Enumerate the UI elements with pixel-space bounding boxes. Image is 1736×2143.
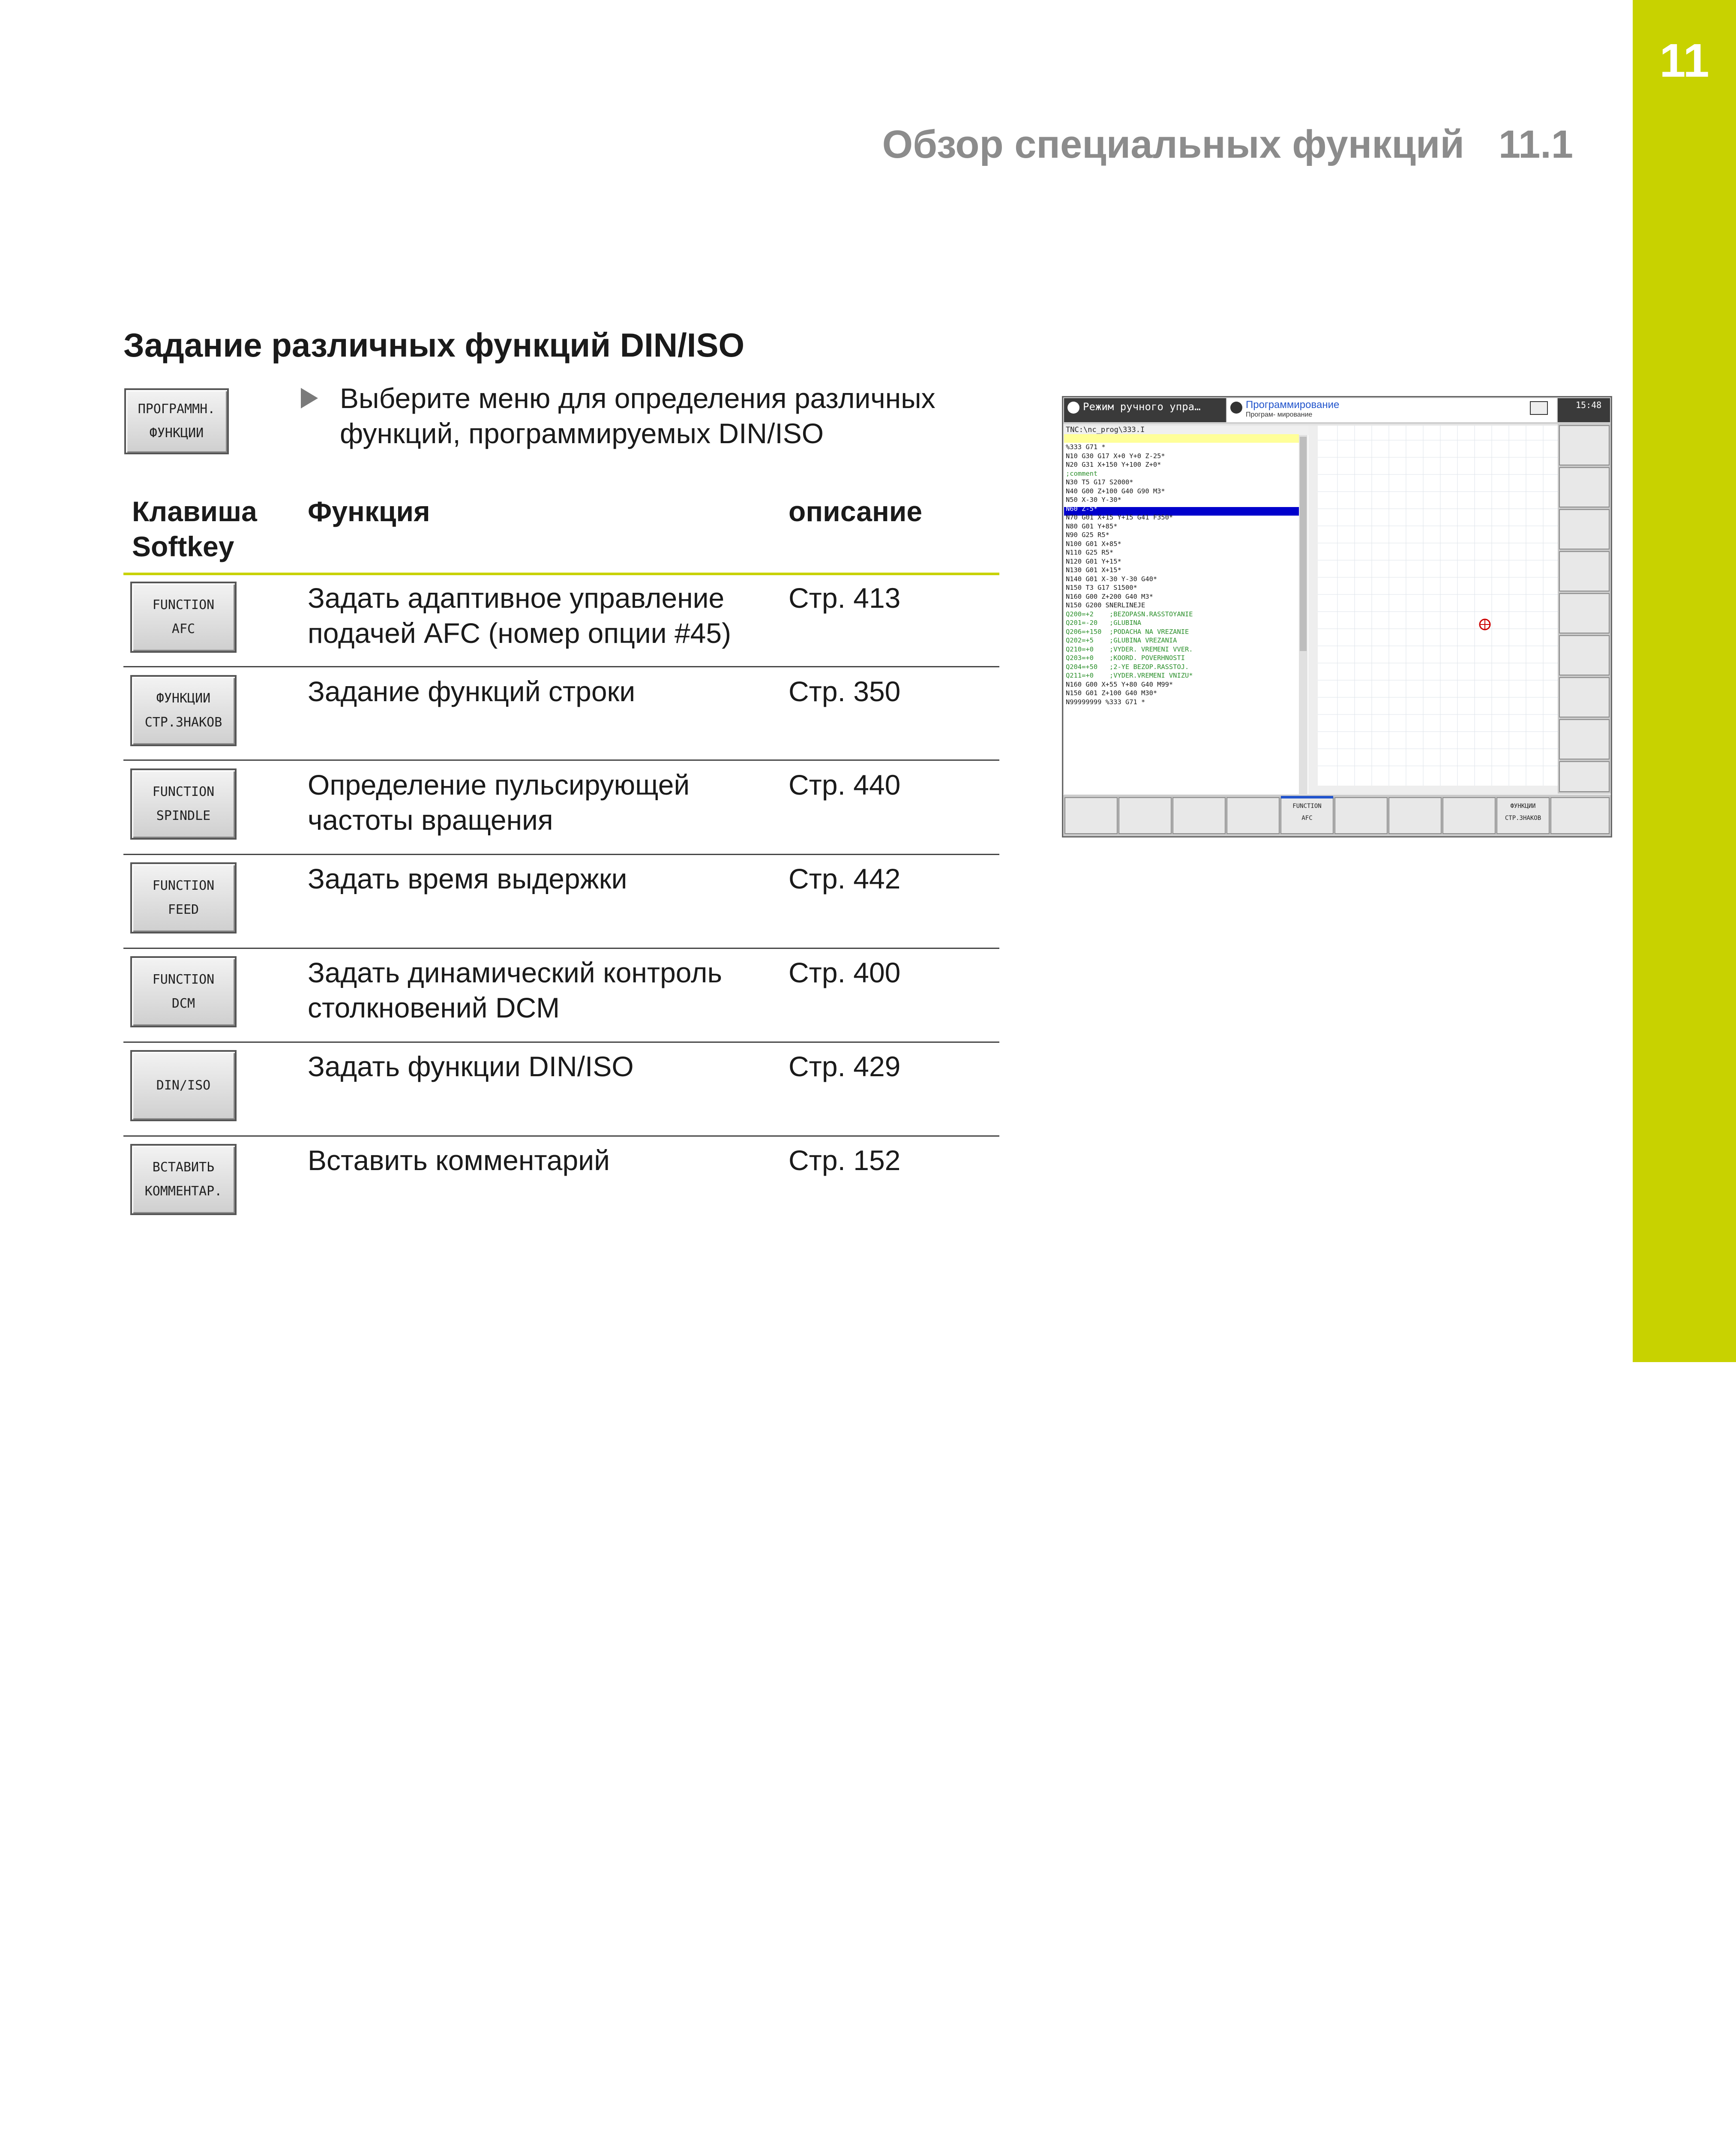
row-function: Задать функции DIN/ISO <box>308 1050 634 1082</box>
softkey-label-line2: СТР.ЗНАКОВ <box>1505 815 1541 822</box>
mode-programming-sublabel: Програм- мирование <box>1246 411 1313 418</box>
program-line[interactable]: %333 G71 * <box>1066 443 1106 451</box>
column-header-function: Функция <box>308 495 430 527</box>
mode-programming-label: Программирование <box>1246 399 1340 411</box>
row-page-link[interactable]: Стр. 152 <box>789 1144 901 1176</box>
running-header <box>882 122 1573 167</box>
softkey-function-spindle[interactable] <box>130 768 237 840</box>
row-function: Задать адаптивное управление подачей AFC (номер опции #45) <box>308 582 732 649</box>
softkey-function-dcm[interactable] <box>130 956 237 1027</box>
program-line[interactable]: N150 T3 G17 S1500* <box>1066 584 1137 591</box>
softkey-insert-comment[interactable] <box>130 1144 237 1215</box>
softkey-label-line2: СТР.ЗНАКОВ <box>144 715 222 730</box>
program-line[interactable]: N100 G01 X+85* <box>1066 540 1121 548</box>
softkey-label-line2: SPINDLE <box>156 808 211 823</box>
program-line[interactable]: N160 G00 X+55 Y+80 G40 M99* <box>1066 680 1173 688</box>
softkey-label-line2: ФУНКЦИИ <box>149 426 204 441</box>
softkey-label-line1: FUNCTION <box>152 878 215 893</box>
softkey-din-iso[interactable] <box>130 1050 237 1121</box>
program-line[interactable]: N140 G01 X-30 Y-30 G40* <box>1066 575 1157 583</box>
program-line[interactable]: N60 Z-5* <box>1066 504 1098 513</box>
program-line[interactable]: N10 G30 G17 X+0 Y+0 Z-25* <box>1066 452 1165 460</box>
row-rule <box>123 666 999 667</box>
column-header-description: описание <box>789 495 923 527</box>
chapter-tab <box>1633 0 1736 1362</box>
intro-instruction: Выберите меню для определения различных функций, программируемых DIN/ISO <box>340 382 935 449</box>
softkey-label-line1: FUNCTION <box>152 784 215 799</box>
softkey-label-line2: AFC <box>1301 815 1313 822</box>
program-line[interactable]: N70 G01 X+15 Y+15 G41 F350* <box>1066 513 1173 521</box>
chapter-number: 11 <box>1659 34 1709 87</box>
softkey-function-afc[interactable] <box>130 582 237 653</box>
program-line[interactable]: N160 G00 Z+200 G40 M3* <box>1066 592 1153 600</box>
clock: 15:48 <box>1576 400 1602 410</box>
row-function: Задание функций строки <box>308 675 636 707</box>
program-line[interactable]: ;comment <box>1066 469 1098 477</box>
header-section-number: 11.1 <box>1499 123 1573 166</box>
row-rule <box>123 1135 999 1137</box>
program-line[interactable]: N20 G31 X+150 Y+100 Z+0* <box>1066 461 1161 468</box>
row-page-link[interactable]: Стр. 400 <box>789 957 901 988</box>
softkey-label-line1: ФУНКЦИИ <box>156 691 211 706</box>
row-page-link[interactable]: Стр. 442 <box>789 863 901 894</box>
table-header-rule <box>123 573 999 575</box>
row-function: Определение пульсирующей частоты вращения <box>308 769 690 836</box>
softkey-label-line2: КОММЕНТАР. <box>144 1184 222 1199</box>
program-line[interactable]: N99999999 %333 G71 * <box>1066 698 1145 706</box>
softkey-label-line2: AFC <box>171 621 195 636</box>
program-line[interactable]: Q200=+2 ;BEZOPASN.RASSTOYANIE <box>1066 610 1193 618</box>
softkey-function-feed[interactable] <box>130 862 237 933</box>
column-header-softkey: Клавиша Softkey <box>132 495 257 562</box>
softkey-label-line1: DIN/ISO <box>156 1078 211 1093</box>
row-function: Задать время выдержки <box>308 863 627 894</box>
program-line[interactable]: N90 G25 R5* <box>1066 531 1109 539</box>
softkey-string-functions[interactable] <box>130 675 237 746</box>
row-page-link[interactable]: Стр. 350 <box>789 675 901 707</box>
row-rule <box>123 948 999 949</box>
program-line[interactable]: N130 G01 X+15* <box>1066 566 1121 574</box>
program-line[interactable]: Q204=+50 ;2-YE BEZOP.RASSTOJ. <box>1066 663 1189 671</box>
triangle-bullet-icon <box>301 388 318 408</box>
bottom-softkey-function-afc <box>1281 800 1333 824</box>
softkey-label-line2: DCM <box>171 996 195 1011</box>
program-line[interactable]: Q202=+5 ;GLUBINA VREZANIA <box>1066 636 1177 644</box>
program-line[interactable]: N150 G01 Z+100 G40 M30* <box>1066 689 1157 697</box>
program-line[interactable]: N50 X-30 Y-30* <box>1066 496 1121 504</box>
tnc-screenshot <box>1062 396 1612 837</box>
program-line[interactable]: N150 G200 SNERLINEJE <box>1066 601 1145 609</box>
mode-machine-label: Режим ручного упра… <box>1083 401 1201 413</box>
program-line[interactable]: N40 G00 Z+100 G40 G90 M3* <box>1066 487 1165 495</box>
row-function: Задать динамический контроль столкновений DCM <box>308 957 722 1023</box>
softkey-label-line2: FEED <box>168 902 199 917</box>
row-page-link[interactable]: Стр. 429 <box>789 1050 901 1082</box>
softkey-label-line1: ФУНКЦИИ <box>1510 803 1536 810</box>
program-file-path: TNC:\nc_prog\333.I <box>1066 426 1145 434</box>
row-function: Вставить комментарий <box>308 1144 610 1176</box>
softkey-label-line1: FUNCTION <box>152 597 215 612</box>
program-listing[interactable] <box>1066 443 1297 706</box>
row-rule <box>123 759 999 761</box>
program-line[interactable]: Q201=-20 ;GLUBINA <box>1066 619 1142 627</box>
softkey-label-line1: FUNCTION <box>1292 803 1322 810</box>
program-line[interactable]: Q203=+0 ;KOORD. POVERHNOSTI <box>1066 654 1185 662</box>
header-title: Обзор специальных функций <box>882 123 1465 166</box>
program-line[interactable]: N30 T5 G17 S2000* <box>1066 478 1133 486</box>
row-page-link[interactable]: Стр. 413 <box>789 582 901 614</box>
bottom-softkey-string-functions <box>1497 800 1549 824</box>
softkey-label-line1: ПРОГРАММН. <box>138 402 216 417</box>
program-line[interactable]: Q206=+150 ;PODACHA NA VREZANIE <box>1066 627 1189 636</box>
program-line[interactable]: Q210=+0 ;VYDER. VREMENI VVER. <box>1066 645 1193 653</box>
program-line[interactable]: Q211=+0 ;VYDER.VREMENI VNIZU* <box>1066 672 1193 679</box>
softkey-label-line1: ВСТАВИТЬ <box>152 1160 215 1175</box>
row-rule <box>123 854 999 855</box>
softkey-label-line1: FUNCTION <box>152 972 215 987</box>
softkey-program-functions[interactable] <box>124 388 229 454</box>
row-page-link[interactable]: Стр. 440 <box>789 769 901 801</box>
program-line[interactable]: N110 G25 R5* <box>1066 549 1114 556</box>
section-heading: Задание различных функций DIN/ISO <box>123 326 745 364</box>
row-rule <box>123 1041 999 1043</box>
program-line[interactable]: N80 G01 Y+85* <box>1066 522 1118 530</box>
program-line[interactable]: N120 G01 Y+15* <box>1066 557 1121 565</box>
